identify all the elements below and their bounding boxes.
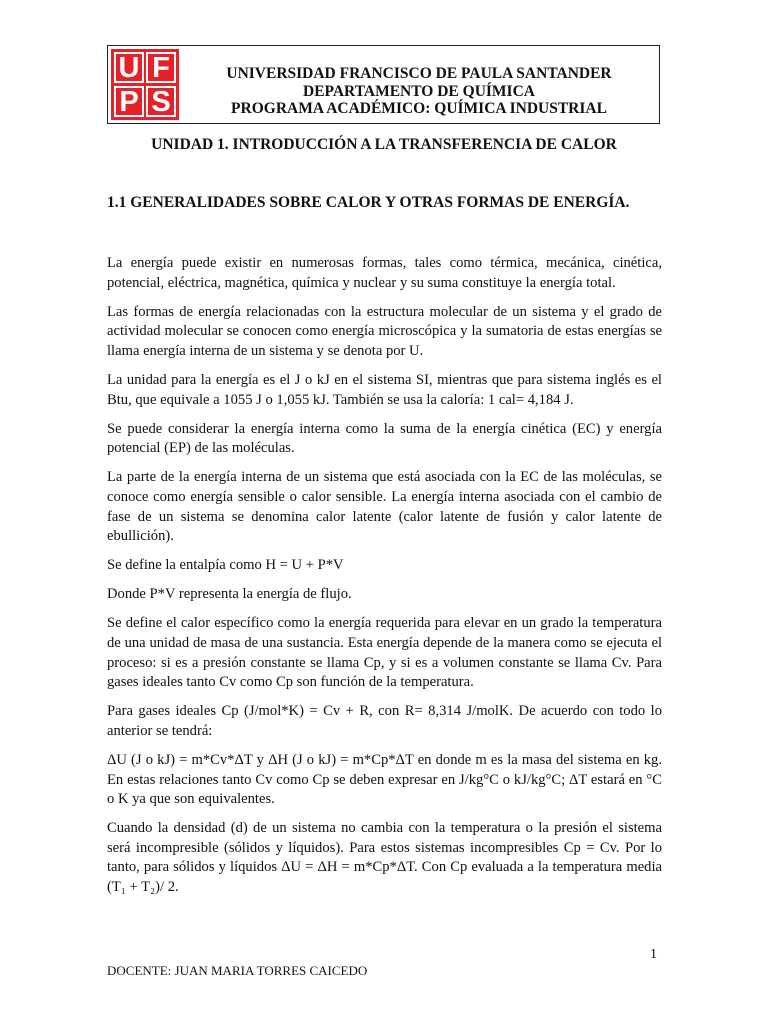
paragraph: Se puede considerar la energía interna como la suma de la energía cinética (EC) y energía potencial (EP) de las moléculas. — [107, 420, 662, 457]
paragraph: La unidad para la energía es el J o kJ en el sistema SI, mientras que para sistema inglés es el Btu, que equivale a 1055 J o 1,055 kJ. También se usa la caloría: 1 cal= 4,184 J. — [107, 371, 662, 408]
logo-letter-p: P — [114, 86, 144, 117]
paragraph: La energía puede existir en numerosas formas, tales como térmica, mecánica, cinética, potencial, eléctrica, magnética, química y nuclear y su suma constituye la energía total. — [107, 255, 662, 291]
paragraph: ΔU (J o kJ) = m*Cv*ΔT y ΔH (J o kJ) = m*Cp*ΔT en donde m es la masa del sistema en kg. En estas relaciones tanto Cv como Cp se deben expresar en J/kg°C o kJ/kg°C; ΔT estará en °C o K ya que son equivalentes. — [107, 751, 662, 808]
program-name: PROGRAMA ACADÉMICO: QUÍMICA INDUSTRIAL — [231, 100, 607, 117]
university-name: UNIVERSIDAD FRANCISCO DE PAULA SANTANDER — [226, 65, 612, 82]
body-text — [107, 254, 662, 907]
logo-letter-f: F — [146, 52, 176, 83]
unit-title: UNIDAD 1. INTRODUCCIÓN A LA TRANSFERENCIA DE CALOR — [151, 136, 617, 153]
paragraph: Cuando la densidad (d) de un sistema no cambia con la temperatura o la presión el sistema será incompresible (sólidos y líquidos). Para estos sistemas incompresibles Cp = Cv. Por lo tanto, para sólidos y líquidos ΔU = ΔH = m*Cp*ΔT. Con Cp evaluada a la temperatura media (T₁ + T₂)/ 2. — [107, 820, 662, 896]
paragraph: Para gases ideales Cp (J/mol*K) = Cv + R, con R= 8,314 J/molK. De acuerdo con todo lo anterior se tendrá: — [107, 703, 662, 739]
ufps-logo — [111, 49, 179, 120]
logo-letter-u: U — [114, 52, 144, 83]
header-text — [180, 65, 658, 118]
department-name: DEPARTAMENTO DE QUÍMICA — [303, 82, 535, 100]
paragraph: Las formas de energía relacionadas con la estructura molecular de un sistema y el grado de actividad molecular se conocen como energía microscópica y la sumatoria de estas energías se llama energía interna de un sistema y se denota por U. — [107, 303, 662, 359]
section-title: 1.1 GENERALIDADES SOBRE CALOR Y OTRAS FORMAS DE ENERGÍA. — [107, 194, 630, 211]
paragraph: Se define la entalpía como H = U + P*V — [107, 557, 344, 574]
footer-author: DOCENTE: JUAN MARIA TORRES CAICEDO — [107, 963, 368, 978]
header-box — [107, 45, 660, 124]
page-number: 1 — [650, 947, 657, 962]
logo-letter-s: S — [146, 86, 176, 117]
paragraph: Se define el calor específico como la energía requerida para elevar en un grado la temperatura de una unidad de masa de una sustancia. Esta energía depende de la manera como se ejecuta el proceso: si es a presión constante se llama Cp, y si es a volumen constante se llama Cv. Para gases ideales tanto Cv como Cp son función de la temperatura. — [107, 615, 662, 691]
paragraph: La parte de la energía interna de un sistema que está asociada con la EC de las moléculas, se conoce como energía sensible o calor sensible. La energía interna asociada con el cambio de fase de un sistema se denomina calor latente (calor latente de fusión y calor latente de ebullición). — [107, 469, 662, 545]
paragraph: Donde P*V representa la energía de flujo. — [107, 586, 352, 603]
